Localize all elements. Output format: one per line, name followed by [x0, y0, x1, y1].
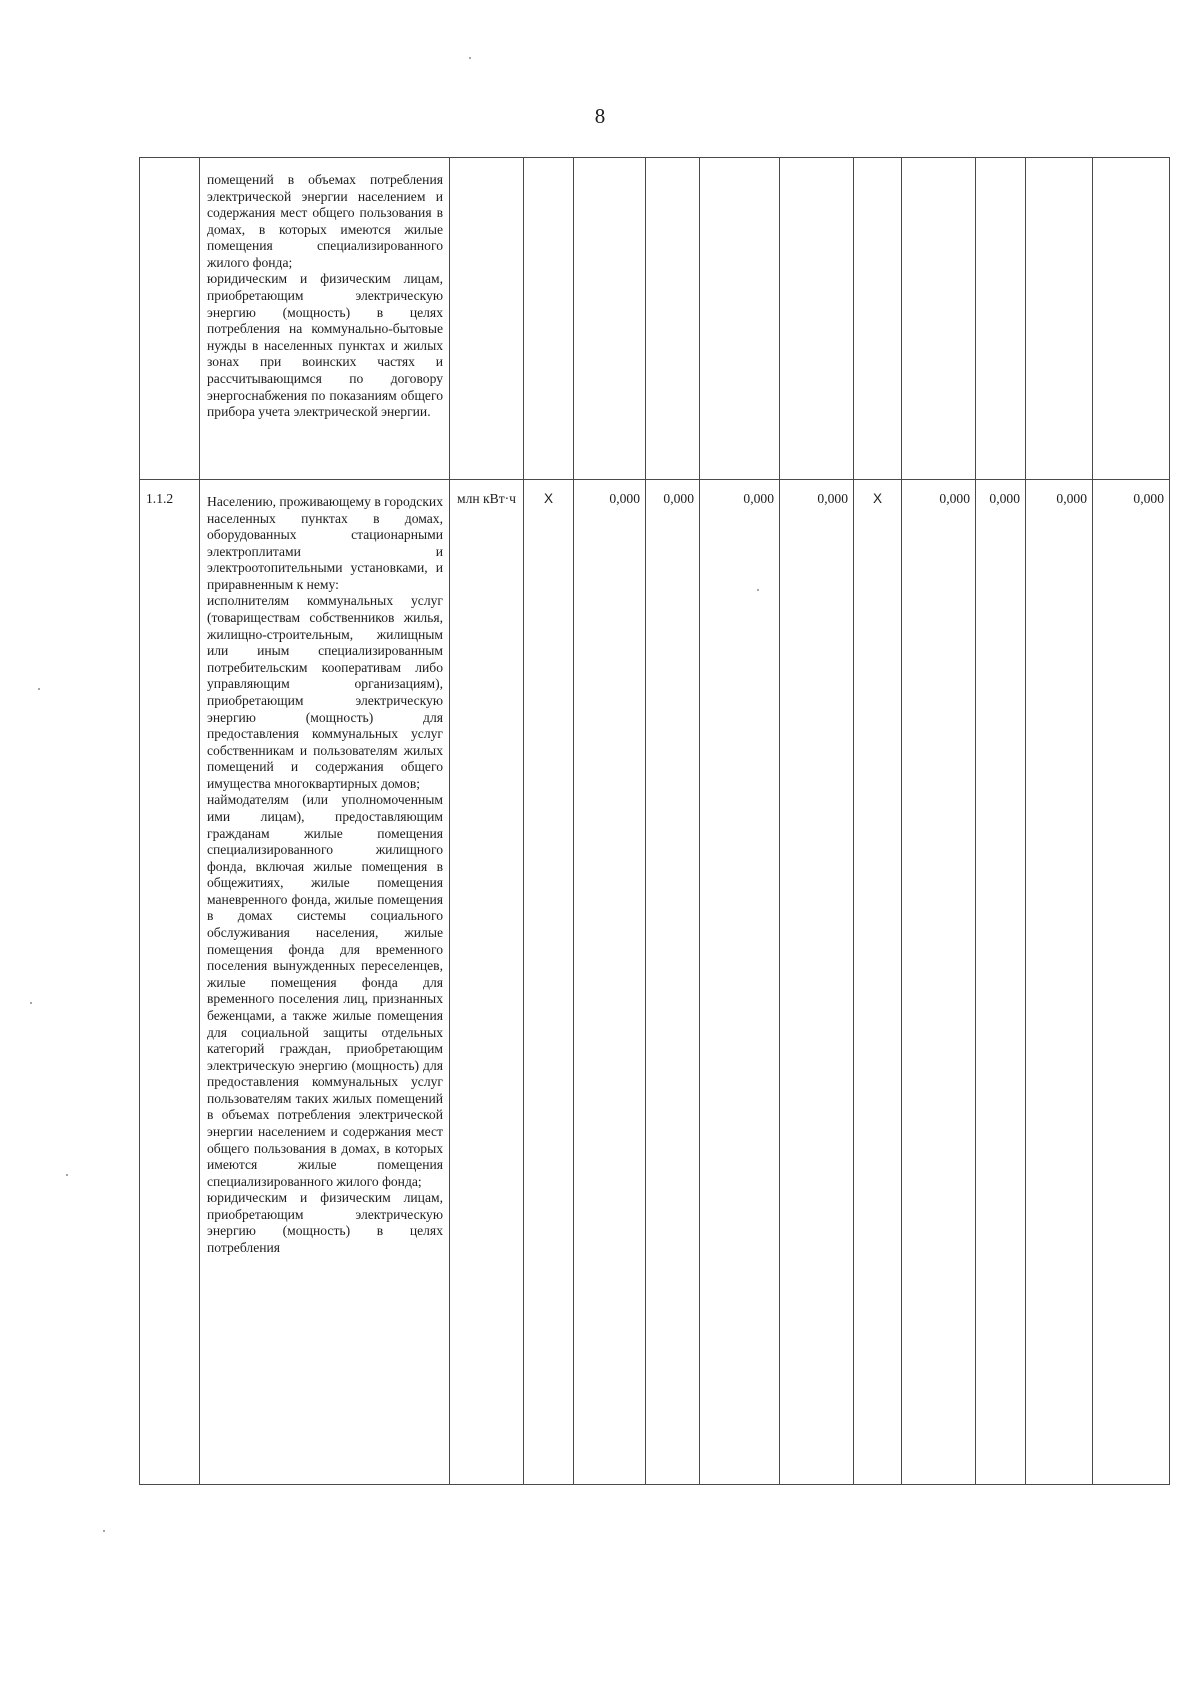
- value-cell: 0,000: [646, 480, 700, 1485]
- value-cell: 0,000: [1026, 480, 1093, 1485]
- description-paragraph: исполнителям коммунальных услуг (товариществам собственников жилья, жилищно-строительным, жилищным или иным специализированным потребительским кооперативам либо управляющим организациям), приобретающим электрическую энергию (мощность) для предоставления коммунальных услуг собственникам и пользователям жилых помещений и содержания общего имущества многоквартирных домов;: [207, 593, 443, 791]
- value-cell: [780, 158, 854, 480]
- scan-speck: [103, 1530, 105, 1532]
- unit-cell: [450, 158, 524, 480]
- value-cell: [854, 158, 902, 480]
- description-paragraph: наймодателям (или уполномоченным ими лицам), предоставляющим гражданам жилые помещения специализированного жилищного фонда, включая жилые помещения в общежитиях, жилые помещения маневренного фонда, жилые помещения в домах системы социального обслуживания населения, жилые помещения фонда для временного поселения вынужденных переселенцев, жилые помещения фонда для временного поселения лиц, признанных беженцами, а также жилые помещения для социальной защиты отдельных категорий граждан, приобретающим электрическую энергию (мощность) для предоставления коммунальных услуг пользователям таких жилых помещений в объемах потребления электрической энергии населением и содержания мест общего пользования в домах, в которых имеются жилые помещения специализированного жилого фонда;: [207, 792, 443, 1189]
- value-cell: [700, 158, 780, 480]
- scan-speck: [469, 57, 471, 59]
- description-paragraph: Населению, проживающему в городских населенных пунктах в домах, оборудованных стационарными электроплитами и электроотопительными установками, и приравненным к нему:: [207, 494, 444, 592]
- value-cell: 0,000: [780, 480, 854, 1485]
- value-cell: 0,000: [902, 480, 976, 1485]
- code-cell: [140, 158, 200, 480]
- table-row-1-1-2: [140, 480, 1170, 1485]
- description-cell: [200, 158, 450, 480]
- description-paragraph: юридическим и физическим лицам, приобретающим электрическую энергию (мощность) в целях потребления: [207, 1190, 443, 1256]
- description-cell: [200, 480, 450, 1485]
- value-cell: [1026, 158, 1093, 480]
- description-paragraph: помещений в объемах потребления электрической энергии населением и содержания мест общего пользования в домах, в которых имеются жилые помещения специализированного жилого фонда;: [207, 172, 443, 270]
- table-row-continuation: [140, 158, 1170, 480]
- value-cell: [976, 158, 1026, 480]
- value-cell: 0,000: [700, 480, 780, 1485]
- scan-speck: [66, 1174, 68, 1176]
- tariff-table: [139, 157, 1170, 1485]
- value-cell: 0,000: [574, 480, 646, 1485]
- scan-speck: [30, 1002, 32, 1004]
- value-cell: 0,000: [1093, 480, 1170, 1485]
- page-number: 8: [594, 104, 606, 128]
- scan-speck: [38, 688, 40, 690]
- unit-cell: млн кВт·ч: [450, 480, 524, 1485]
- value-cell: X: [524, 480, 574, 1485]
- value-cell: [646, 158, 700, 480]
- scan-speck: [757, 589, 759, 591]
- code-cell: 1.1.2: [140, 480, 200, 1485]
- value-cell: [524, 158, 574, 480]
- value-cell: [574, 158, 646, 480]
- value-cell: [902, 158, 976, 480]
- value-cell: [1093, 158, 1170, 480]
- description-paragraph: юридическим и физическим лицам, приобретающим электрическую энергию (мощность) в целях потребления на коммунально-бытовые нужды в населенных пунктах и жилых зонах при воинских частях и рассчитывающимся по договору энергоснабжения по показаниям общего прибора учета электрической энергии.: [207, 271, 443, 420]
- value-cell: X: [854, 480, 902, 1485]
- value-cell: 0,000: [976, 480, 1026, 1485]
